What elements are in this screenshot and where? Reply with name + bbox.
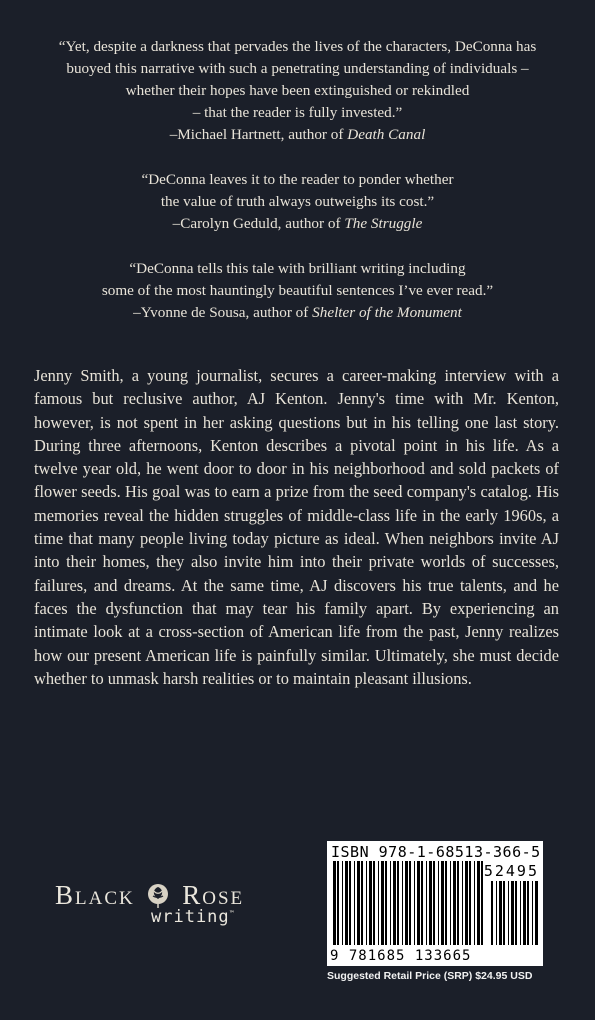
attribution — [20, 302, 575, 324]
price-barcode-bars — [491, 881, 539, 945]
price-code: 52495 — [483, 862, 539, 880]
barcode-bars — [333, 861, 483, 945]
suggested-retail-price: Suggested Retail Price (SRP) $24.95 USD — [327, 970, 533, 982]
barcode-digits: 9 781685 133665 — [330, 948, 472, 964]
quote-line: buoyed this narrative with such a penetrating understanding of individuals – — [66, 60, 529, 77]
quote-line: “DeConna leaves it to the reader to ponder whether — [141, 171, 454, 188]
quote-line: – that the reader is fully invested.” — [192, 104, 403, 121]
quote-line: “DeConna tells this tale with brilliant writing including — [129, 260, 466, 277]
attribution — [20, 124, 575, 146]
publisher-word-rose: Rose — [182, 880, 245, 910]
attribution-author: –Yvonne de Sousa, author of — [133, 304, 313, 321]
tagline-text: writing — [151, 907, 230, 927]
quote-line: the value of truth always outweighs its cost.” — [160, 193, 435, 210]
isbn-label: ISBN 978-1-68513-366-5 — [331, 843, 541, 861]
quote-line: some of the most hauntingly beautiful sentences I’ve ever read.” — [101, 282, 494, 299]
endorsement-1 — [20, 36, 575, 146]
quote-line: “Yet, despite a darkness that pervades the lives of the characters, DeConna has — [58, 38, 537, 55]
publisher-word-black: Black — [55, 880, 135, 910]
endorsement-2 — [20, 169, 575, 235]
publisher-logo — [55, 880, 255, 927]
attribution-work: Shelter of the Monument — [312, 304, 462, 321]
attribution-author: –Carolyn Geduld, author of — [172, 215, 345, 232]
endorsements — [20, 36, 575, 347]
endorsement-3 — [20, 258, 575, 324]
isbn-barcode — [327, 841, 543, 966]
attribution-author: –Michael Hartnett, author of — [169, 126, 348, 143]
book-description: Jenny Smith, a young journalist, secures a career-making interview with a famous but reclusive author, AJ Kenton. Jenny's time with Mr. Kenton, however, is not spent in her asking questions but in his telling one last story. During three afternoons, Kenton describes a pivotal point in his life. As a twelve year old, he went door to door in his neighborhood and sold packets of flower seeds. His goal was to earn a prize from the seed company's catalog. His memories reveal the hidden struggles of middle-class life in the early 1960s, a time that many people living today picture as ideal. When neighbors invite AJ into their homes, they also invite him into their private worlds of successes, failures, and dreams. At the same time, AJ discovers his true talents, and he faces the dysfunction that may tear his family apart. By experiencing an intimate look at a cross-section of American life from the past, Jenny realizes how our present American life is painfully similar. Ultimately, she must decide whether to unmask harsh realities or to maintain pleasant illusions. — [34, 366, 559, 688]
quote-line: whether their hopes have been extinguished or rekindled — [125, 82, 470, 99]
attribution — [20, 213, 575, 235]
attribution-work: Death Canal — [347, 126, 426, 143]
rose-icon — [145, 882, 171, 908]
attribution-work: The Struggle — [344, 215, 423, 232]
trademark: ™ — [229, 909, 235, 918]
